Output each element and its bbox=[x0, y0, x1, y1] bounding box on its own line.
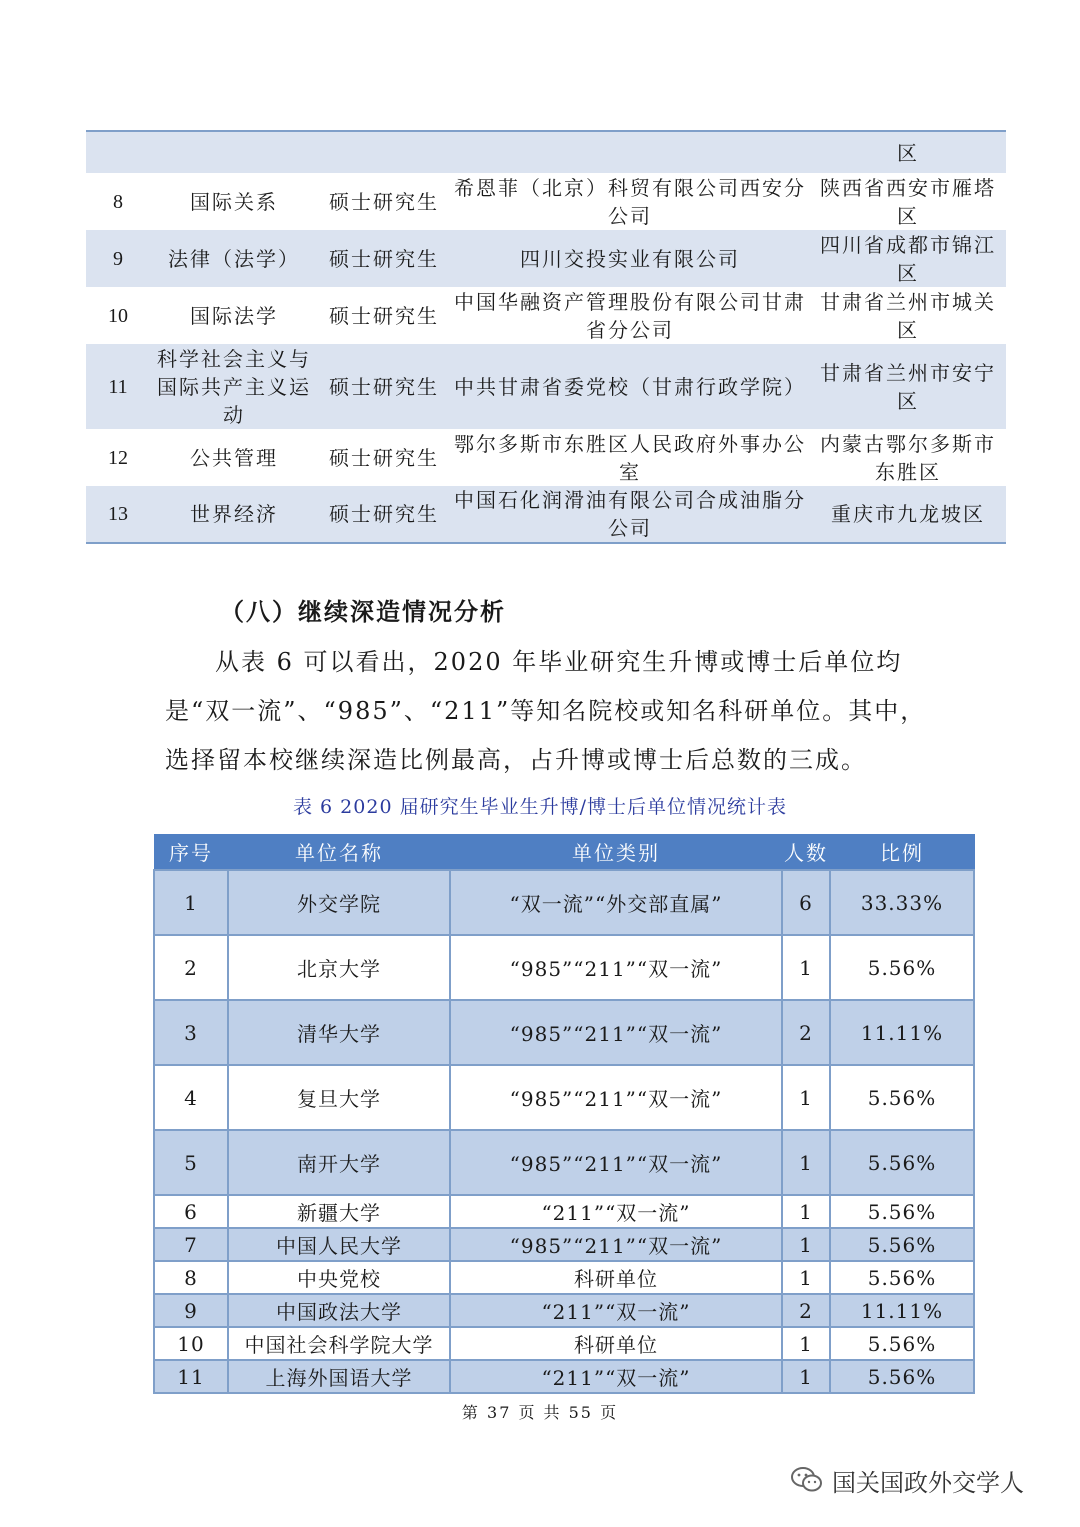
cell-ratio: 5.56% bbox=[830, 1130, 974, 1195]
cell-no: 6 bbox=[154, 1195, 228, 1228]
cell-no: 8 bbox=[113, 190, 123, 213]
cell-location: 内蒙古鄂尔多斯市东胜区 bbox=[820, 431, 996, 484]
cell-category: “双一流”“外交部直属” bbox=[450, 870, 782, 935]
cell-no: 7 bbox=[154, 1228, 228, 1261]
header-category: 单位类别 bbox=[450, 834, 782, 870]
table-row bbox=[154, 935, 974, 1000]
cell-no: 2 bbox=[154, 935, 228, 1000]
cell-no: 3 bbox=[154, 1000, 228, 1065]
cell-ratio: 5.56% bbox=[830, 1360, 974, 1393]
table-row bbox=[154, 1294, 974, 1327]
cell-major: 国际关系 bbox=[190, 189, 278, 214]
table-row bbox=[86, 486, 1006, 543]
table-row bbox=[86, 131, 1006, 173]
table-row bbox=[154, 1327, 974, 1360]
cell-employer: 希恩菲（北京）科贸有限公司西安分公司 bbox=[454, 175, 806, 228]
cell-ratio: 5.56% bbox=[830, 1065, 974, 1130]
cell-category: “985”“211”“双一流” bbox=[450, 935, 782, 1000]
cell-employer: 中共甘肃省委党校（甘肃行政学院） bbox=[450, 344, 810, 429]
cell-no: 4 bbox=[154, 1065, 228, 1130]
table6-caption: 表 6 2020 届研究生毕业生升博/博士后单位情况统计表 bbox=[293, 796, 787, 818]
cell-name: 中国社会科学院大学 bbox=[228, 1327, 450, 1360]
cell-name: 清华大学 bbox=[228, 1000, 450, 1065]
header-name: 单位名称 bbox=[228, 834, 450, 870]
page-footer: 第 37 页 共 55 页 bbox=[461, 1403, 619, 1422]
cell-no: 10 bbox=[108, 304, 128, 327]
cell-count: 1 bbox=[782, 1065, 830, 1130]
table6-header-row bbox=[154, 834, 974, 870]
cell-count: 1 bbox=[782, 1327, 830, 1360]
cell-degree: 硕士研究生 bbox=[318, 230, 450, 287]
cell-category: “985”“211”“双一流” bbox=[450, 1065, 782, 1130]
cell-no: 11 bbox=[154, 1360, 228, 1393]
cell-location: 陕西省西安市雁塔区 bbox=[820, 175, 996, 228]
table-row bbox=[86, 173, 1006, 230]
watermark-text: 国关国政外交学人 bbox=[832, 1468, 1024, 1497]
table-row bbox=[86, 344, 1006, 429]
cell-major bbox=[150, 131, 318, 173]
cell-major: 世界经济 bbox=[150, 486, 318, 543]
cell-count: 1 bbox=[782, 1130, 830, 1195]
cell-location: 四川省成都市锦江区 bbox=[810, 230, 1006, 287]
cell-count: 1 bbox=[782, 1261, 830, 1294]
cell-major: 法律（法学） bbox=[150, 230, 318, 287]
employment-table bbox=[86, 130, 1006, 544]
section-heading: （八）继续深造情况分析 bbox=[220, 597, 506, 626]
cell-name: 外交学院 bbox=[228, 870, 450, 935]
table-row bbox=[154, 1360, 974, 1393]
cell-ratio: 5.56% bbox=[830, 935, 974, 1000]
cell-no: 1 bbox=[154, 870, 228, 935]
table-row bbox=[86, 287, 1006, 344]
cell-count: 6 bbox=[782, 870, 830, 935]
cell-no: 10 bbox=[154, 1327, 228, 1360]
cell-employer: 鄂尔多斯市东胜区人民政府外事办公室 bbox=[454, 431, 806, 484]
cell-ratio: 11.11% bbox=[830, 1294, 974, 1327]
cell-location: 甘肃省兰州市城关区 bbox=[820, 289, 996, 342]
cell-category: “985”“211”“双一流” bbox=[450, 1130, 782, 1195]
cell-no: 9 bbox=[154, 1294, 228, 1327]
cell-location: 甘肃省兰州市安宁区 bbox=[810, 344, 1006, 429]
section-paragraph: 从表 6 可以看出，2020 年毕业研究生升博或博士后单位均是“双一流”、“985”、“211”等知名院校或知名科研单位。其中，选择留本校继续深造比例最高，占升博或博士后总数的三成。 bbox=[165, 648, 927, 774]
cell-degree: 硕士研究生 bbox=[329, 445, 439, 470]
cell-employer: 四川交投实业有限公司 bbox=[450, 230, 810, 287]
cell-category: “985”“211”“双一流” bbox=[450, 1000, 782, 1065]
watermark bbox=[790, 1460, 1024, 1500]
header-no: 序号 bbox=[154, 834, 228, 870]
cell-ratio: 33.33% bbox=[830, 870, 974, 935]
wechat-icon bbox=[790, 1465, 824, 1495]
cell-employer: 中国石化润滑油有限公司合成油脂分公司 bbox=[450, 486, 810, 543]
cell-name: 中国政法大学 bbox=[228, 1294, 450, 1327]
table-row bbox=[86, 429, 1006, 486]
cell-major: 公共管理 bbox=[190, 445, 278, 470]
cell-ratio: 5.56% bbox=[830, 1261, 974, 1294]
cell-count: 1 bbox=[782, 1195, 830, 1228]
cell-no: 5 bbox=[154, 1130, 228, 1195]
header-count: 人数 bbox=[782, 834, 830, 870]
cell-category: “985”“211”“双一流” bbox=[450, 1228, 782, 1261]
cell-ratio: 5.56% bbox=[830, 1195, 974, 1228]
cell-count: 1 bbox=[782, 935, 830, 1000]
cell-name: 中国人民大学 bbox=[228, 1228, 450, 1261]
cell-no bbox=[86, 131, 150, 173]
table-row bbox=[154, 1261, 974, 1294]
cell-category: “211”“双一流” bbox=[450, 1360, 782, 1393]
cell-category: “211”“双一流” bbox=[450, 1195, 782, 1228]
table-row bbox=[154, 1000, 974, 1065]
cell-name: 北京大学 bbox=[228, 935, 450, 1000]
cell-ratio: 11.11% bbox=[830, 1000, 974, 1065]
cell-degree: 硕士研究生 bbox=[318, 486, 450, 543]
cell-degree: 硕士研究生 bbox=[329, 303, 439, 328]
cell-no: 11 bbox=[86, 344, 150, 429]
cell-location: 重庆市九龙坡区 bbox=[810, 486, 1006, 543]
table-row bbox=[154, 1228, 974, 1261]
cell-name: 南开大学 bbox=[228, 1130, 450, 1195]
cell-category: “211”“双一流” bbox=[450, 1294, 782, 1327]
cell-degree bbox=[318, 131, 450, 173]
cell-no: 8 bbox=[154, 1261, 228, 1294]
cell-category: 科研单位 bbox=[450, 1261, 782, 1294]
table-row bbox=[154, 870, 974, 935]
cell-degree: 硕士研究生 bbox=[318, 344, 450, 429]
cell-count: 1 bbox=[782, 1360, 830, 1393]
cell-major: 国际法学 bbox=[190, 303, 278, 328]
cell-no: 9 bbox=[86, 230, 150, 287]
header-ratio: 比例 bbox=[830, 834, 974, 870]
cell-category: 科研单位 bbox=[450, 1327, 782, 1360]
cell-ratio: 5.56% bbox=[830, 1327, 974, 1360]
further-study-table bbox=[153, 834, 975, 1394]
cell-name: 中央党校 bbox=[228, 1261, 450, 1294]
cell-count: 2 bbox=[782, 1000, 830, 1065]
cell-no: 13 bbox=[86, 486, 150, 543]
cell-name: 新疆大学 bbox=[228, 1195, 450, 1228]
cell-name: 复旦大学 bbox=[228, 1065, 450, 1130]
cell-name: 上海外国语大学 bbox=[228, 1360, 450, 1393]
table-row bbox=[154, 1065, 974, 1130]
cell-employer: 中国华融资产管理股份有限公司甘肃省分公司 bbox=[454, 289, 806, 342]
table-row bbox=[154, 1130, 974, 1195]
cell-count: 2 bbox=[782, 1294, 830, 1327]
cell-no: 12 bbox=[108, 446, 128, 469]
cell-location: 区 bbox=[810, 131, 1006, 173]
cell-major: 科学社会主义与国际共产主义运动 bbox=[150, 344, 318, 429]
cell-employer bbox=[450, 131, 810, 173]
cell-count: 1 bbox=[782, 1228, 830, 1261]
cell-degree: 硕士研究生 bbox=[329, 189, 439, 214]
table-row bbox=[86, 230, 1006, 287]
cell-ratio: 5.56% bbox=[830, 1228, 974, 1261]
table-row bbox=[154, 1195, 974, 1228]
